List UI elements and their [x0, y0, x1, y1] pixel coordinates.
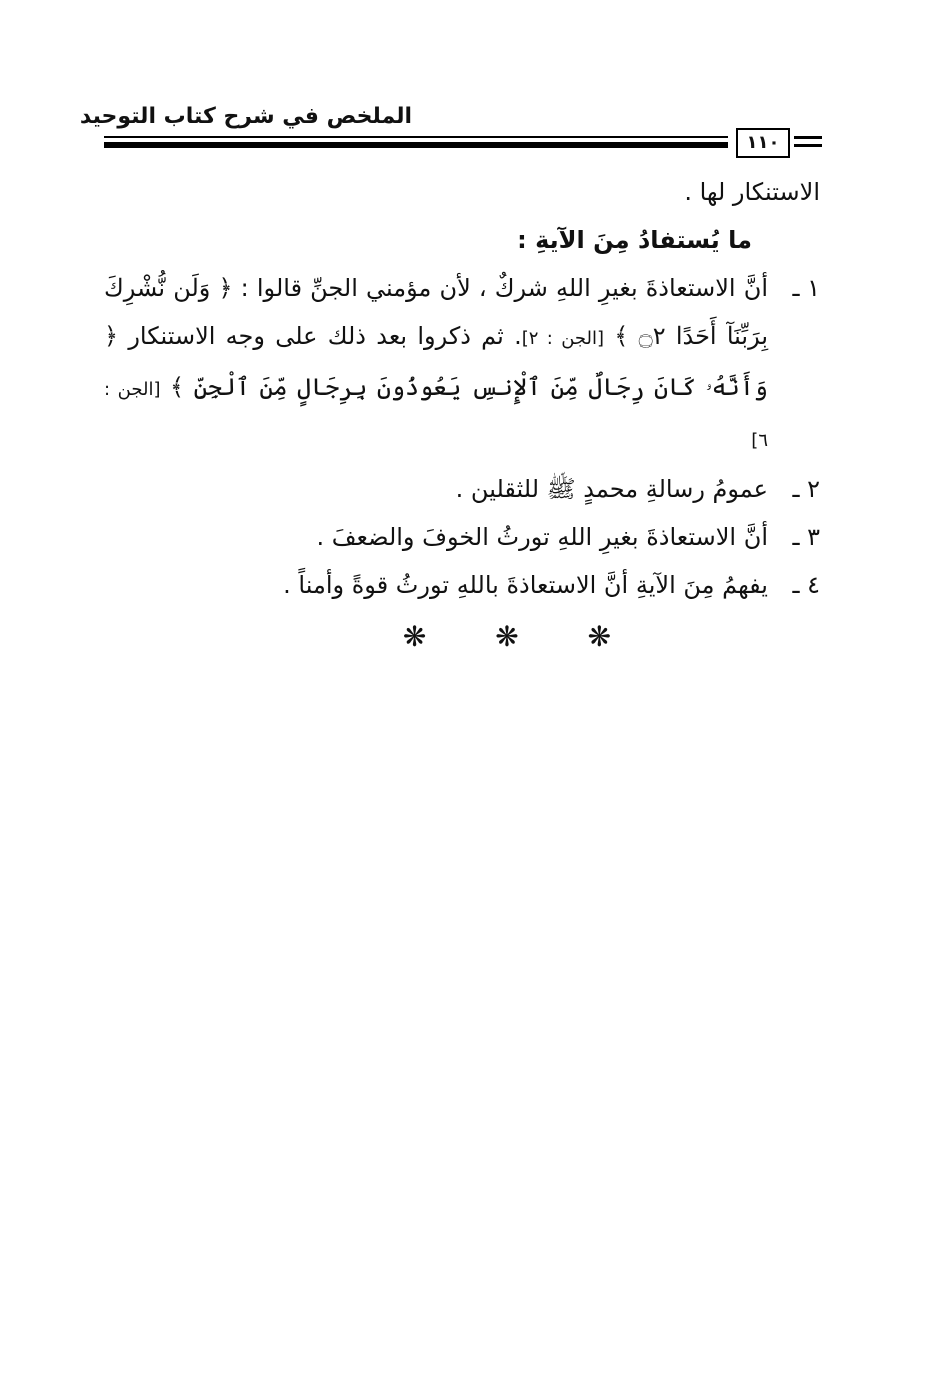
item-1-text-middle: . ثم ذكروا بعد ذلك على وجه الاستنكار — [118, 322, 522, 350]
list-item-1 — [104, 264, 820, 465]
benefits-heading: ما يُستفادُ مِنَ الآيةِ : — [517, 226, 752, 254]
continuation-text: الاستنكار لها . — [684, 178, 820, 206]
verse-citation-2: [الجن : ٦] — [104, 379, 768, 451]
verse-citation-1: [الجن : ٢] — [521, 328, 605, 349]
quran-verse-2: ﴿ وَأَنَّهُۥ كَانَ رِجَالٌ مِّنَ ٱلْإِنسِ يَعُوذُونَ بِرِجَالٍ مِّنَ ٱلْجِنِّ ﴾ — [104, 322, 768, 401]
list-item-2 — [104, 465, 820, 513]
page-number: ١١٠ — [736, 128, 790, 158]
list-item-text: يفهمُ مِنَ الآيةِ أنَّ الاستعاذةَ باللهِ تورثُ قوةً وأمناً . — [283, 571, 768, 599]
list-item-number: ١ ـ — [792, 274, 820, 302]
header-dash-top — [794, 136, 822, 139]
section-separator: ❋ ❋ ❋ — [402, 620, 642, 653]
header-dash-bottom — [794, 144, 822, 147]
list-item-number: ٤ ـ — [792, 571, 820, 599]
header-rule-thick — [104, 142, 728, 148]
list-item-4 — [104, 561, 820, 609]
page-body — [104, 168, 820, 661]
page-header — [79, 98, 822, 158]
list-item-text: أنَّ الاستعاذةَ بغيرِ اللهِ تورثُ الخوفَ والضعفَ . — [316, 523, 768, 551]
book-title: الملخص في شرح كتاب التوحيد — [79, 104, 412, 129]
item-1-text-before: أنَّ الاستعاذةَ بغيرِ اللهِ شركٌ ، لأن مؤمني الجنِّ قالوا : — [232, 274, 768, 302]
list-item-text — [104, 264, 768, 465]
quran-verse-1: ﴿ وَلَن نُّشْرِكَ بِرَبِّنَآ أَحَدًا ۝٢ ﴾ — [104, 274, 769, 350]
list-item-text: عمومُ رسالةِ محمدٍ ﷺ للثقلين . — [455, 475, 768, 503]
list-item-number: ٢ ـ — [792, 475, 820, 503]
list-item-number: ٣ ـ — [792, 523, 820, 551]
header-rule-thin — [104, 136, 728, 138]
list-item-3 — [104, 513, 820, 561]
